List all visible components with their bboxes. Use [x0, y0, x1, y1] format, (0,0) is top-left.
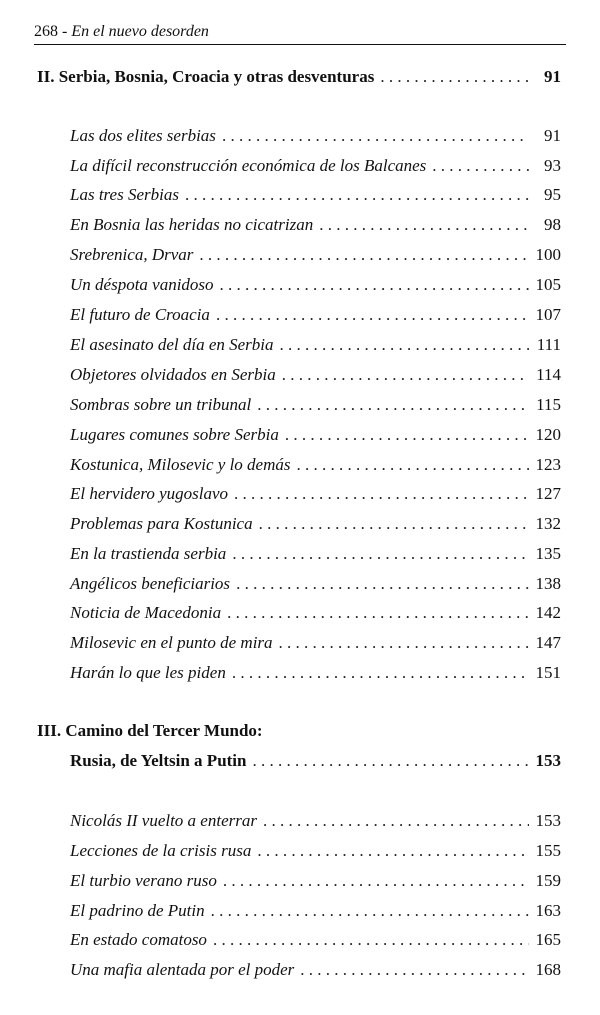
toc-entry: [70, 125, 561, 147]
toc-entry: [70, 602, 561, 624]
toc-section-heading: [37, 720, 561, 742]
toc-entry: [70, 810, 561, 832]
dot-leader: [279, 632, 529, 654]
dot-leader: [185, 184, 529, 206]
entry-title: El turbio verano ruso: [70, 871, 217, 890]
toc-entry: [70, 662, 561, 684]
dot-leader: [257, 394, 529, 416]
entry-title: Kostunica, Milosevic y lo demás: [70, 455, 291, 474]
entry-page: 93: [544, 156, 561, 175]
toc-entry: [70, 424, 561, 446]
toc-entry: [70, 483, 561, 505]
entry-title: Noticia de Macedonia: [70, 603, 222, 622]
entry-title: Problemas para Kostunica: [70, 514, 253, 533]
running-title: En el nuevo desorden: [71, 23, 209, 40]
entry-page: 98: [544, 215, 561, 234]
dot-leader: [263, 810, 529, 832]
toc-entry: [70, 155, 561, 177]
entry-title: Srebrenica, Drvar: [70, 245, 194, 264]
toc-entry: [70, 364, 561, 386]
toc-entry: [70, 304, 561, 326]
entry-page: 168: [535, 960, 561, 979]
toc-entry: [70, 573, 561, 595]
dot-leader: [213, 929, 529, 951]
dot-leader: [380, 66, 529, 88]
entry-page: 107: [535, 305, 561, 324]
entry-page: 138: [535, 574, 561, 593]
toc-entry: [70, 214, 561, 236]
entry-title: Lecciones de la crisis rusa: [70, 841, 252, 860]
entry-title: Lugares comunes sobre Serbia: [70, 425, 279, 444]
dot-leader: [232, 543, 529, 565]
toc-entry: [70, 394, 561, 416]
entry-page: 115: [536, 395, 561, 414]
entry-page: 127: [535, 484, 561, 503]
dot-leader: [211, 900, 529, 922]
toc-entry: [70, 334, 561, 356]
dot-leader: [234, 483, 529, 505]
dot-leader: [216, 304, 529, 326]
entry-page: 111: [536, 335, 561, 354]
toc-section-heading-cont: [70, 750, 561, 772]
entry-page: 165: [535, 930, 561, 949]
page-number: 268: [34, 23, 58, 40]
dot-leader: [432, 155, 529, 177]
entry-page: 155: [535, 841, 561, 860]
entry-page: 123: [535, 455, 561, 474]
toc-entry: [70, 454, 561, 476]
toc-entry: [70, 929, 561, 951]
entry-page: 163: [535, 901, 561, 920]
dot-leader: [297, 454, 530, 476]
dot-leader: [252, 750, 529, 772]
toc-entry: [70, 184, 561, 206]
dot-leader: [223, 870, 529, 892]
toc-entry: [70, 840, 561, 862]
dot-leader: [280, 334, 529, 356]
toc-entry: [70, 870, 561, 892]
toc-entry: [70, 244, 561, 266]
entry-page: 114: [536, 365, 561, 384]
dot-leader: [222, 125, 529, 147]
entry-title: El hervidero yugoslavo: [70, 484, 228, 503]
entry-title: Las dos elites serbias: [70, 126, 216, 145]
entry-title: Sombras sobre un tribunal: [70, 395, 252, 414]
header-separator: -: [62, 23, 68, 40]
entry-page: 142: [535, 603, 561, 622]
section-title: III. Camino del Tercer Mundo:: [37, 721, 263, 740]
dot-leader: [199, 244, 529, 266]
entry-title: Milosevic en el punto de mira: [70, 633, 273, 652]
toc-entry: [70, 543, 561, 565]
entry-title: El asesinato del día en Serbia: [70, 335, 274, 354]
entry-title: Un déspota vanidoso: [70, 275, 214, 294]
entry-title: La difícil reconstrucción económica de los Balcanes: [70, 156, 427, 175]
toc-entry: [70, 632, 561, 654]
dot-leader: [232, 662, 529, 684]
dot-leader: [220, 274, 529, 296]
entry-title: Nicolás II vuelto a enterrar: [70, 811, 257, 830]
entry-title: Harán lo que les piden: [70, 663, 226, 682]
entry-page: 153: [535, 811, 561, 830]
entry-page: 159: [535, 871, 561, 890]
entry-page: 151: [535, 663, 561, 682]
dot-leader: [319, 214, 529, 236]
entry-title: En la trastienda serbia: [70, 544, 227, 563]
entry-page: 105: [535, 275, 561, 294]
entry-page: 95: [544, 185, 561, 204]
section-page: 153: [535, 751, 561, 770]
entry-page: 147: [535, 633, 561, 652]
entry-title: El padrino de Putin: [70, 901, 205, 920]
dot-leader: [257, 840, 529, 862]
entry-title: Una mafia alentada por el poder: [70, 960, 295, 979]
toc-entry: [70, 900, 561, 922]
dot-leader: [285, 424, 529, 446]
section-title: II. Serbia, Bosnia, Croacia y otras desventuras: [37, 67, 375, 86]
entry-page: 120: [535, 425, 561, 444]
dot-leader: [300, 959, 529, 981]
dot-leader: [236, 573, 529, 595]
dot-leader: [259, 513, 529, 535]
entry-title: El futuro de Croacia: [70, 305, 210, 324]
entry-page: 100: [535, 245, 561, 264]
dot-leader: [227, 602, 529, 624]
entry-title: Las tres Serbias: [70, 185, 179, 204]
toc-entry: [70, 959, 561, 981]
entry-page: 91: [544, 126, 561, 145]
toc-section-heading: [37, 66, 561, 88]
entry-page: 132: [535, 514, 561, 533]
entry-page: 135: [535, 544, 561, 563]
section-title-line2: Rusia, de Yeltsin a Putin: [70, 751, 247, 770]
toc-entry: [70, 274, 561, 296]
entry-title: Angélicos beneficiarios: [70, 574, 231, 593]
entry-title: En estado comatoso: [70, 930, 207, 949]
entry-title: Objetores olvidados en Serbia: [70, 365, 276, 384]
entry-title: En Bosnia las heridas no cicatrizan: [70, 215, 314, 234]
dot-leader: [282, 364, 529, 386]
toc-entry: [70, 513, 561, 535]
section-page: 91: [544, 67, 561, 86]
